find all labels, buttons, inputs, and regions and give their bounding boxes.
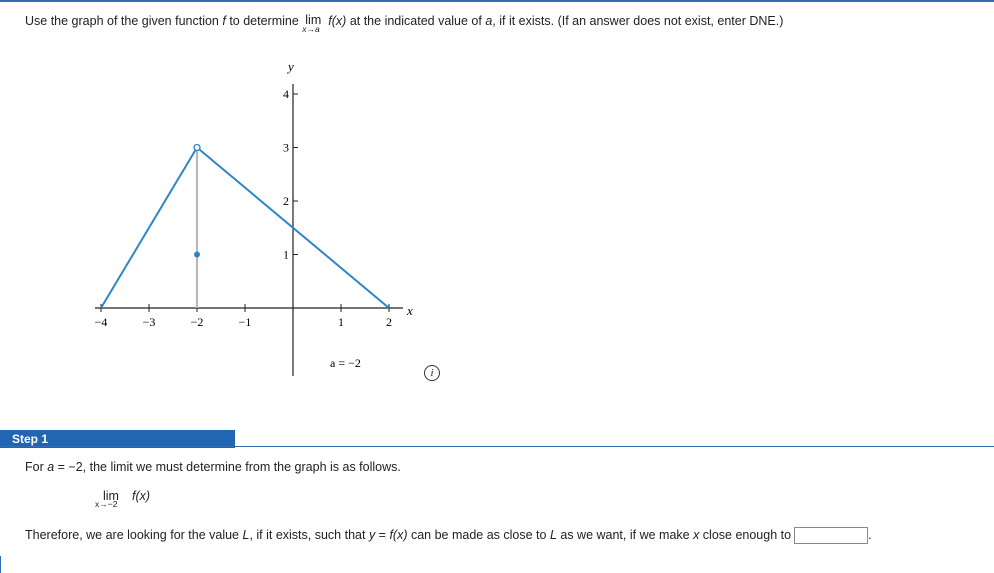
f-var: f (222, 14, 226, 28)
bottom-rule (0, 556, 1, 573)
step-intro: For a = −2, the limit we must determine from the graph is as follows. (25, 460, 401, 474)
top-rule (0, 0, 994, 2)
y-tick-label: 3 (283, 140, 289, 155)
info-icon[interactable]: i (424, 365, 440, 381)
problem-statement: Use the graph of the given function f to determine lim x→a f(x) at the indicated value of a, if it exists. (If an answer does not exist, enter DNE.) (25, 13, 784, 34)
open-point (194, 145, 200, 151)
x-tick-label: 2 (386, 315, 392, 329)
step-explanation: Therefore, we are looking for the value L, if it exists, such that y = f(x) can be made as close to L as we want, if we make x close enough to . (25, 527, 872, 544)
graph-line-1 (101, 148, 197, 309)
y-tick-label: 1 (283, 247, 289, 262)
x-tick-label: −1 (238, 315, 252, 329)
x-tick-label: 1 (338, 315, 344, 329)
x-axis-label: x (407, 303, 413, 318)
y-tick-label: 4 (283, 87, 289, 101)
ticks (95, 87, 392, 329)
y-axis-label: y (288, 59, 294, 74)
limit-notation: lim x→a (302, 13, 322, 34)
step-rule (0, 446, 994, 447)
a-value-label: a = −2 (330, 356, 361, 370)
x-tick-label: −2 (190, 315, 204, 329)
x-tick-label: −3 (142, 315, 156, 329)
answer-input[interactable] (794, 527, 868, 544)
x-tick-label: −4 (94, 315, 108, 329)
marks (101, 145, 389, 309)
filled-point (194, 252, 200, 258)
y-tick-label: 2 (283, 194, 289, 208)
function-graph (80, 55, 440, 385)
step-title: Step 1 (0, 430, 235, 448)
axes (95, 84, 403, 376)
